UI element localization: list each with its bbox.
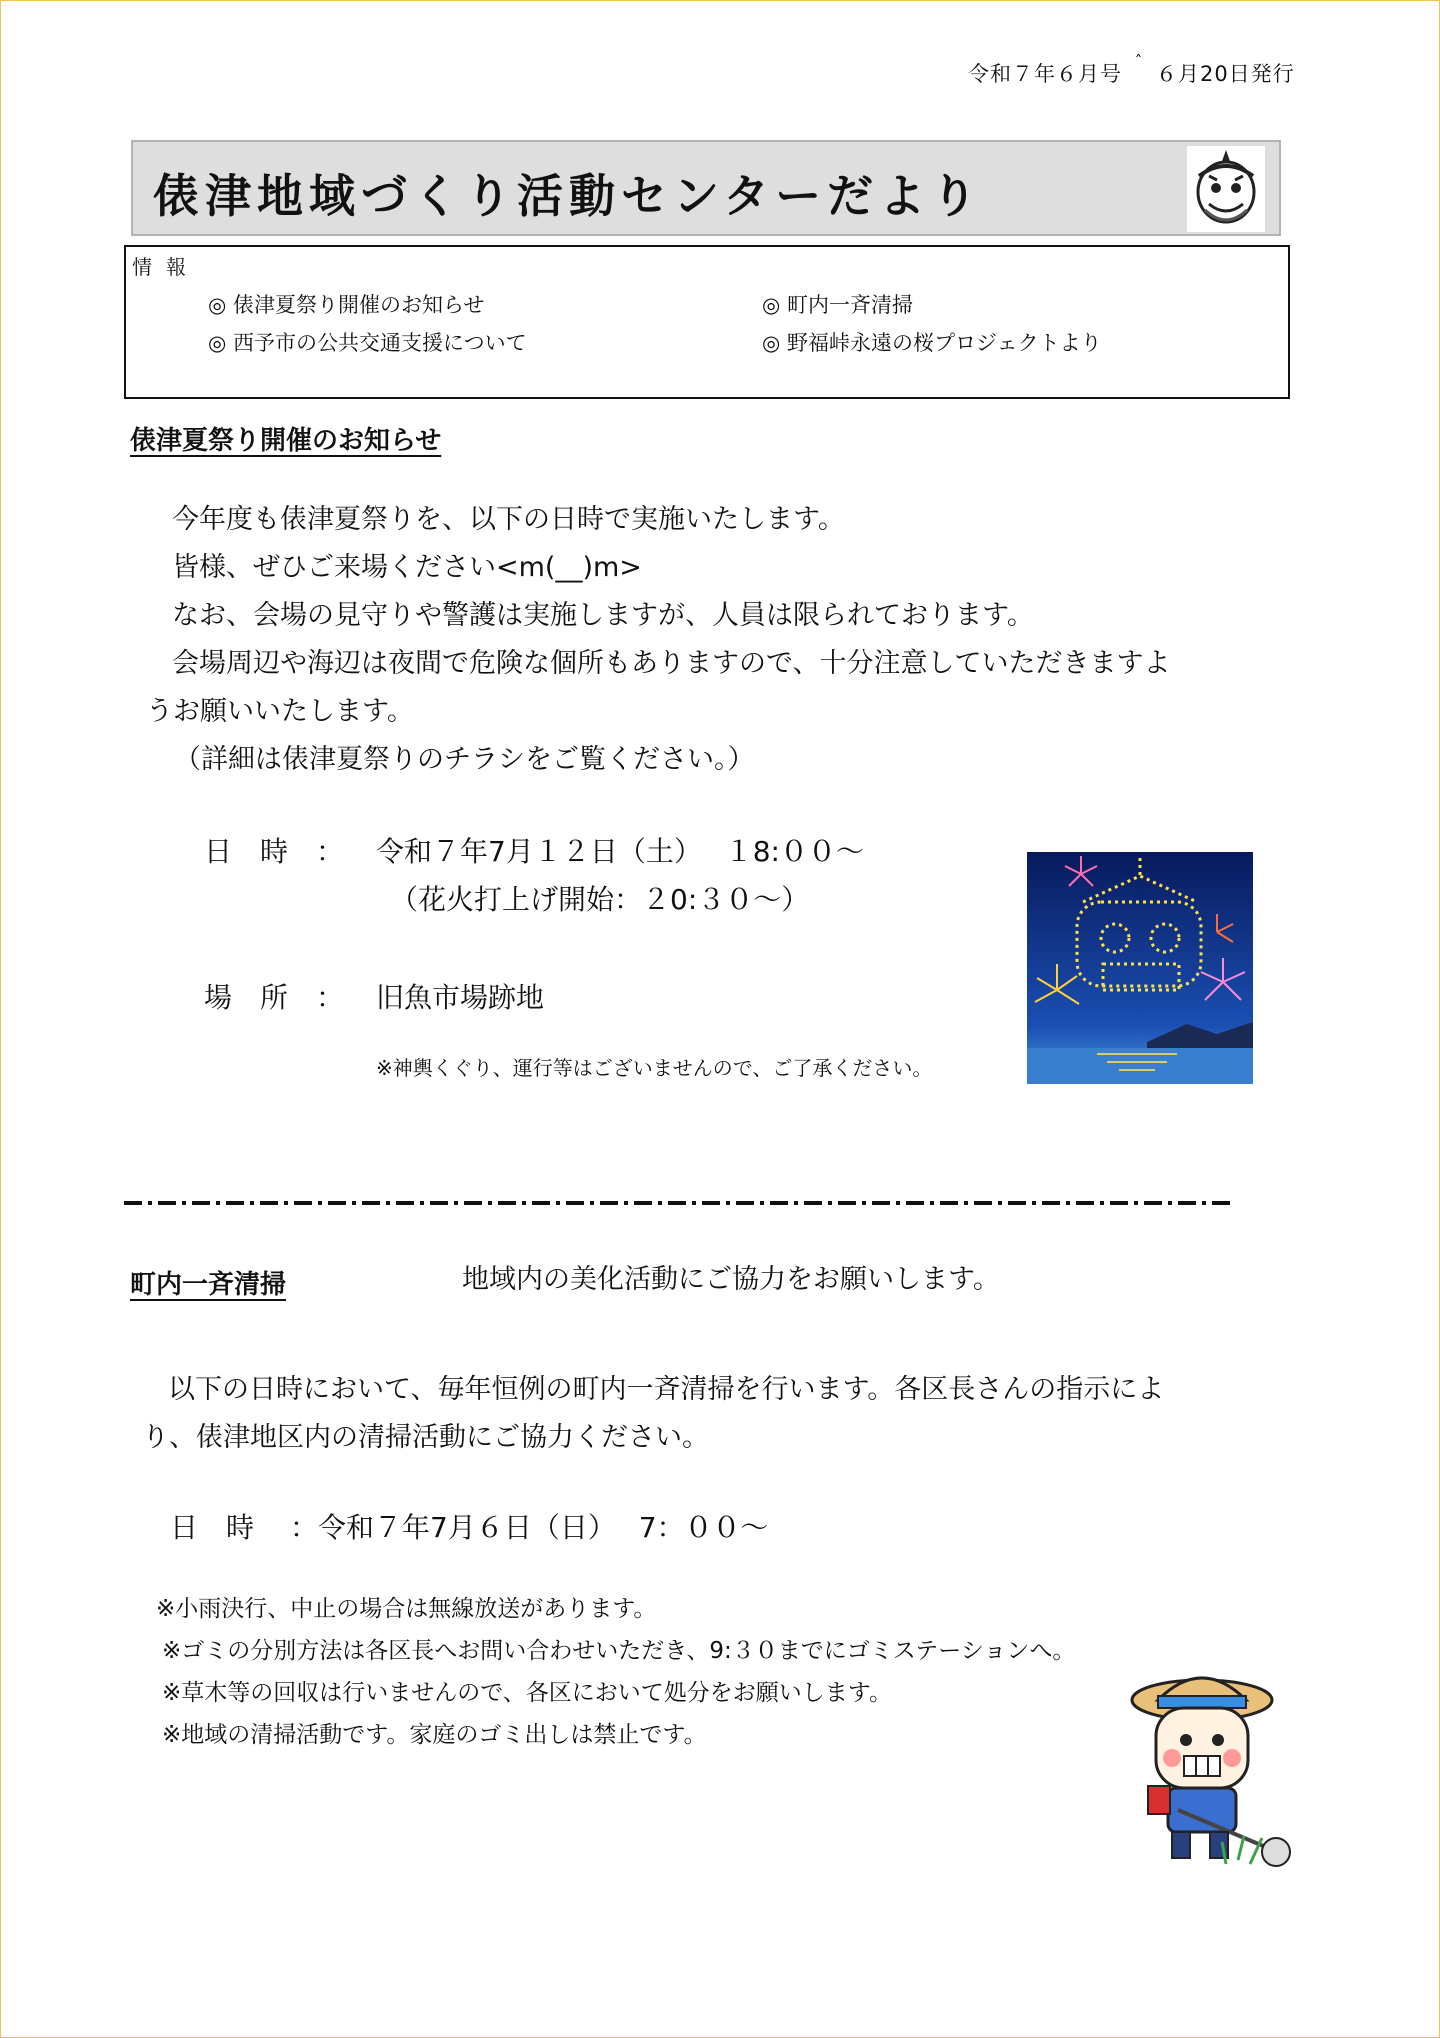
festival-line-4: 会場周辺や海辺は夜間で危険な個所もありますので、十分注意していただきますよ (172, 648, 1171, 679)
info-box (124, 245, 1290, 399)
cleanup-subheading: 地域内の美化活動にご協力をお願いします。 (462, 1264, 1000, 1295)
newsletter-title: 俵津地域づくり活動センターだより (153, 169, 984, 223)
festival-place-label: 場 所 ： (204, 981, 345, 1014)
festival-heading: 俵津夏祭り開催のお知らせ (130, 426, 442, 456)
festival-line-5: うお願いいたします。 (146, 696, 414, 727)
info-item-cleanup: ◎ 町内一斉清掃 (762, 293, 913, 317)
info-item-festival: ◎ 俵津夏祭り開催のお知らせ (208, 293, 485, 317)
issue-date (968, 52, 1295, 88)
cleanup-note-1: ※小雨決行、中止の場合は無線放送があります。 (156, 1596, 657, 1622)
cleanup-note-2: ※ゴミの分別方法は各区長へお問い合わせいただき、9:３０までにゴミステーションへ。 (162, 1638, 1076, 1664)
section-divider (124, 1200, 1232, 1206)
cleanup-line-2: り、俵津地区内の清掃活動にご協力ください。 (142, 1422, 709, 1453)
issue-label: 令和７年６月号 (968, 62, 1122, 86)
festival-note: ※神輿くぐり、運行等はございませんので、ご了承ください。 (376, 1056, 933, 1080)
cleanup-date-value: ：令和７年7月６日（日） 7：００～ (290, 1511, 769, 1544)
festival-date-value: 令和７年7月１２日（土） １8:００～ (376, 835, 864, 868)
festival-line-2: 皆様、ぜひご来場ください<m(__)m> (172, 552, 642, 583)
mascot-face-icon (1187, 146, 1265, 232)
publish-date: ６月20日発行 (1156, 62, 1295, 86)
cleanup-line-1: 以下の日時において、毎年恒例の町内一斉清掃を行います。各区長さんの指示によ (168, 1374, 1165, 1405)
cleanup-heading: 町内一斉清掃 (130, 1270, 287, 1300)
info-item-sakura: ◎ 野福峠永遠の桜プロジェクトより (762, 331, 1102, 355)
cleanup-note-3: ※草木等の回収は行いませんので、各区において処分をお願いします。 (162, 1680, 892, 1706)
info-item-transport: ◎ 西予市の公共交通支援について (208, 331, 527, 355)
festival-place-value: 旧魚市場跡地 (376, 981, 545, 1014)
cleanup-note-4: ※地域の清掃活動です。家庭のゴミ出しは禁止です。 (162, 1722, 707, 1748)
festival-line-3: なお、会場の見守りや警護は実施しますが、人員は限られております。 (172, 600, 1034, 631)
title-banner (131, 140, 1281, 236)
festival-date-label: 日 時 ： (204, 835, 345, 868)
info-label: 情報 (132, 255, 200, 279)
cleanup-date-label: 日 時 (170, 1511, 255, 1544)
mascot-cleaning-illustration (1118, 1660, 1300, 1870)
fireworks-time: （花火打上げ開始：２0:３０～） (390, 883, 810, 916)
festival-line-6: （詳細は俵津夏祭りのチラシをご覧ください。） (174, 744, 755, 775)
fireworks-illustration (1027, 852, 1253, 1084)
issue-separator: ˆ (1134, 52, 1144, 71)
festival-line-1: 今年度も俵津夏祭りを、以下の日時で実施いたします。 (172, 504, 845, 535)
